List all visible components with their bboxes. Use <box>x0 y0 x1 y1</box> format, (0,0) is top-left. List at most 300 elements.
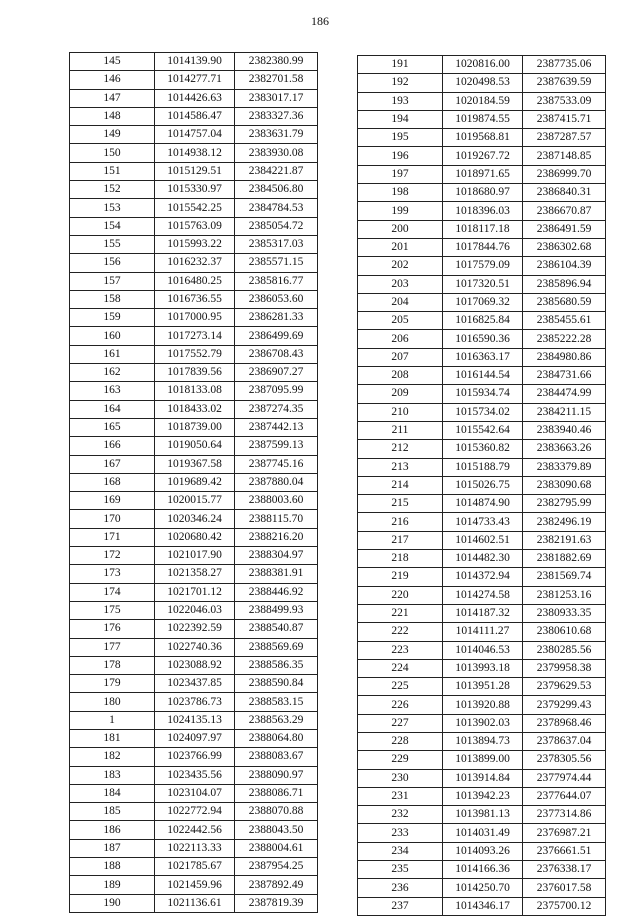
point-number-cell: 221 <box>358 604 443 622</box>
table-row <box>70 437 318 455</box>
point-number-cell: 210 <box>358 403 443 421</box>
y-coordinate-cell: 2386840.31 <box>523 184 606 202</box>
point-number-cell: 172 <box>70 547 155 565</box>
table-row <box>70 290 318 308</box>
y-coordinate-cell: 2387745.16 <box>235 455 318 473</box>
y-coordinate-cell: 2388586.35 <box>235 656 318 674</box>
x-coordinate-cell: 1020498.53 <box>443 74 523 92</box>
y-coordinate-cell: 2387599.13 <box>235 437 318 455</box>
point-number-cell: 211 <box>358 421 443 439</box>
x-coordinate-cell: 1014277.71 <box>155 71 235 89</box>
y-coordinate-cell: 2380285.56 <box>523 641 606 659</box>
y-coordinate-cell: 2383663.26 <box>523 440 606 458</box>
x-coordinate-cell: 1014187.32 <box>443 604 523 622</box>
y-coordinate-cell: 2384474.99 <box>523 385 606 403</box>
y-coordinate-cell: 2386907.27 <box>235 364 318 382</box>
y-coordinate-cell: 2387892.49 <box>235 876 318 894</box>
point-number-cell: 216 <box>358 513 443 531</box>
x-coordinate-cell: 1023088.92 <box>155 656 235 674</box>
y-coordinate-cell: 2388381.91 <box>235 565 318 583</box>
table-row <box>358 458 606 476</box>
y-coordinate-cell: 2383940.46 <box>523 421 606 439</box>
point-number-cell: 151 <box>70 162 155 180</box>
table-row <box>70 675 318 693</box>
y-coordinate-cell: 2388090.97 <box>235 766 318 784</box>
point-number-cell: 174 <box>70 583 155 601</box>
x-coordinate-cell: 1014733.43 <box>443 513 523 531</box>
y-coordinate-cell: 2378305.56 <box>523 751 606 769</box>
table-row <box>70 272 318 290</box>
x-coordinate-cell: 1015763.09 <box>155 217 235 235</box>
table-row <box>70 601 318 619</box>
x-coordinate-cell: 1019874.55 <box>443 110 523 128</box>
point-number-cell: 185 <box>70 803 155 821</box>
table-row <box>358 312 606 330</box>
table-row <box>358 769 606 787</box>
x-coordinate-cell: 1022392.59 <box>155 620 235 638</box>
x-coordinate-cell: 1015934.74 <box>443 385 523 403</box>
table-row <box>358 440 606 458</box>
table-row <box>70 510 318 528</box>
table-row <box>70 858 318 876</box>
x-coordinate-cell: 1016232.37 <box>155 254 235 272</box>
x-coordinate-cell: 1022740.36 <box>155 638 235 656</box>
y-coordinate-cell: 2382496.19 <box>523 513 606 531</box>
x-coordinate-cell: 1014938.12 <box>155 144 235 162</box>
point-number-cell: 222 <box>358 623 443 641</box>
y-coordinate-cell: 2377644.07 <box>523 787 606 805</box>
table-row <box>358 531 606 549</box>
y-coordinate-cell: 2383090.68 <box>523 476 606 494</box>
table-row <box>358 421 606 439</box>
table-row <box>358 238 606 256</box>
x-coordinate-cell: 1015993.22 <box>155 235 235 253</box>
x-coordinate-cell: 1019367.58 <box>155 455 235 473</box>
y-coordinate-cell: 2388304.97 <box>235 547 318 565</box>
x-coordinate-cell: 1013942.23 <box>443 787 523 805</box>
table-row <box>70 199 318 217</box>
table-row <box>70 53 318 71</box>
y-coordinate-cell: 2387148.85 <box>523 147 606 165</box>
y-coordinate-cell: 2388590.84 <box>235 675 318 693</box>
point-number-cell: 218 <box>358 550 443 568</box>
x-coordinate-cell: 1023766.99 <box>155 748 235 766</box>
point-number-cell: 170 <box>70 510 155 528</box>
table-row <box>358 861 606 879</box>
x-coordinate-cell: 1015026.75 <box>443 476 523 494</box>
point-number-cell: 155 <box>70 235 155 253</box>
table-row <box>358 220 606 238</box>
table-row <box>358 202 606 220</box>
point-number-cell: 192 <box>358 74 443 92</box>
table-row <box>70 583 318 601</box>
point-number-cell: 227 <box>358 714 443 732</box>
table-row <box>70 729 318 747</box>
y-coordinate-cell: 2385054.72 <box>235 217 318 235</box>
point-number-cell: 149 <box>70 126 155 144</box>
table-row <box>70 455 318 473</box>
x-coordinate-cell: 1020680.42 <box>155 528 235 546</box>
x-coordinate-cell: 1016480.25 <box>155 272 235 290</box>
point-number-cell: 204 <box>358 293 443 311</box>
x-coordinate-cell: 1016736.55 <box>155 290 235 308</box>
y-coordinate-cell: 2382380.99 <box>235 53 318 71</box>
x-coordinate-cell: 1023104.07 <box>155 784 235 802</box>
y-coordinate-cell: 2383631.79 <box>235 126 318 144</box>
x-coordinate-cell: 1019267.72 <box>443 147 523 165</box>
point-number-cell: 178 <box>70 656 155 674</box>
point-number-cell: 190 <box>70 894 155 912</box>
table-row <box>358 110 606 128</box>
y-coordinate-cell: 2383327.36 <box>235 107 318 125</box>
x-coordinate-cell: 1014346.17 <box>443 897 523 915</box>
point-number-cell: 160 <box>70 327 155 345</box>
y-coordinate-cell: 2386999.70 <box>523 165 606 183</box>
y-coordinate-cell: 2388216.20 <box>235 528 318 546</box>
table-row <box>70 126 318 144</box>
table-row <box>70 748 318 766</box>
x-coordinate-cell: 1013920.88 <box>443 696 523 714</box>
point-number-cell: 199 <box>358 202 443 220</box>
x-coordinate-cell: 1015542.25 <box>155 199 235 217</box>
y-coordinate-cell: 2382191.63 <box>523 531 606 549</box>
table-row <box>358 550 606 568</box>
point-number-cell: 176 <box>70 620 155 638</box>
table-row <box>358 732 606 750</box>
x-coordinate-cell: 1018680.97 <box>443 184 523 202</box>
y-coordinate-cell: 2380610.68 <box>523 623 606 641</box>
y-coordinate-cell: 2388083.67 <box>235 748 318 766</box>
y-coordinate-cell: 2387095.99 <box>235 382 318 400</box>
y-coordinate-cell: 2388499.93 <box>235 601 318 619</box>
table-row <box>70 345 318 363</box>
y-coordinate-cell: 2376017.58 <box>523 879 606 897</box>
point-number-cell: 206 <box>358 330 443 348</box>
point-number-cell: 168 <box>70 473 155 491</box>
y-coordinate-cell: 2386302.68 <box>523 238 606 256</box>
y-coordinate-cell: 2386670.87 <box>523 202 606 220</box>
x-coordinate-cell: 1014111.27 <box>443 623 523 641</box>
point-number-cell: 179 <box>70 675 155 693</box>
table-row <box>358 714 606 732</box>
table-row <box>358 129 606 147</box>
point-number-cell: 230 <box>358 769 443 787</box>
x-coordinate-cell: 1013914.84 <box>443 769 523 787</box>
table-row <box>70 364 318 382</box>
table-row <box>70 473 318 491</box>
table-row <box>358 659 606 677</box>
x-coordinate-cell: 1021785.67 <box>155 858 235 876</box>
x-coordinate-cell: 1021358.27 <box>155 565 235 583</box>
point-number-cell: 196 <box>358 147 443 165</box>
point-number-cell: 193 <box>358 92 443 110</box>
x-coordinate-cell: 1017844.76 <box>443 238 523 256</box>
point-number-cell: 187 <box>70 839 155 857</box>
table-row <box>70 784 318 802</box>
y-coordinate-cell: 2388540.87 <box>235 620 318 638</box>
x-coordinate-cell: 1014602.51 <box>443 531 523 549</box>
point-number-cell: 180 <box>70 693 155 711</box>
point-number-cell: 231 <box>358 787 443 805</box>
table-row <box>70 107 318 125</box>
point-number-cell: 225 <box>358 678 443 696</box>
point-number-cell: 195 <box>358 129 443 147</box>
y-coordinate-cell: 2384784.53 <box>235 199 318 217</box>
point-number-cell: 214 <box>358 476 443 494</box>
x-coordinate-cell: 1018971.65 <box>443 165 523 183</box>
x-coordinate-cell: 1019050.64 <box>155 437 235 455</box>
table-row <box>358 604 606 622</box>
table-row <box>70 254 318 272</box>
y-coordinate-cell: 2381253.16 <box>523 586 606 604</box>
point-number-cell: 229 <box>358 751 443 769</box>
x-coordinate-cell: 1014274.58 <box>443 586 523 604</box>
x-coordinate-cell: 1020015.77 <box>155 492 235 510</box>
table-row <box>70 382 318 400</box>
x-coordinate-cell: 1017069.32 <box>443 293 523 311</box>
x-coordinate-cell: 1021459.96 <box>155 876 235 894</box>
point-number-cell: 233 <box>358 824 443 842</box>
point-number-cell: 188 <box>70 858 155 876</box>
y-coordinate-cell: 2386491.59 <box>523 220 606 238</box>
y-coordinate-cell: 2386053.60 <box>235 290 318 308</box>
point-number-cell: 236 <box>358 879 443 897</box>
table-row <box>70 418 318 436</box>
x-coordinate-cell: 1013899.00 <box>443 751 523 769</box>
x-coordinate-cell: 1018433.02 <box>155 400 235 418</box>
y-coordinate-cell: 2387415.71 <box>523 110 606 128</box>
table-row <box>70 803 318 821</box>
x-coordinate-cell: 1018117.18 <box>443 220 523 238</box>
x-coordinate-cell: 1022113.33 <box>155 839 235 857</box>
y-coordinate-cell: 2379629.53 <box>523 678 606 696</box>
y-coordinate-cell: 2385571.15 <box>235 254 318 272</box>
x-coordinate-cell: 1013993.18 <box>443 659 523 677</box>
point-number-cell: 177 <box>70 638 155 656</box>
table-row <box>358 403 606 421</box>
point-number-cell: 181 <box>70 729 155 747</box>
table-row <box>358 586 606 604</box>
table-row <box>358 293 606 311</box>
y-coordinate-cell: 2381569.74 <box>523 568 606 586</box>
point-number-cell: 215 <box>358 495 443 513</box>
y-coordinate-cell: 2376987.21 <box>523 824 606 842</box>
y-coordinate-cell: 2386708.43 <box>235 345 318 363</box>
table-row <box>70 620 318 638</box>
point-number-cell: 154 <box>70 217 155 235</box>
table-row <box>358 330 606 348</box>
x-coordinate-cell: 1016825.84 <box>443 312 523 330</box>
point-number-cell: 226 <box>358 696 443 714</box>
y-coordinate-cell: 2378637.04 <box>523 732 606 750</box>
x-coordinate-cell: 1014166.36 <box>443 861 523 879</box>
point-number-cell: 166 <box>70 437 155 455</box>
y-coordinate-cell: 2376661.51 <box>523 842 606 860</box>
table-row <box>358 476 606 494</box>
table-row <box>70 327 318 345</box>
point-number-cell: 237 <box>358 897 443 915</box>
y-coordinate-cell: 2384221.87 <box>235 162 318 180</box>
x-coordinate-cell: 1014139.90 <box>155 53 235 71</box>
point-number-cell: 235 <box>358 861 443 879</box>
y-coordinate-cell: 2388569.69 <box>235 638 318 656</box>
point-number-cell: 205 <box>358 312 443 330</box>
x-coordinate-cell: 1017552.79 <box>155 345 235 363</box>
point-number-cell: 183 <box>70 766 155 784</box>
y-coordinate-cell: 2383017.17 <box>235 89 318 107</box>
point-number-cell: 171 <box>70 528 155 546</box>
y-coordinate-cell: 2386499.69 <box>235 327 318 345</box>
table-row <box>358 568 606 586</box>
table-row <box>358 678 606 696</box>
x-coordinate-cell: 1023786.73 <box>155 693 235 711</box>
table-row <box>70 638 318 656</box>
x-coordinate-cell: 1017000.95 <box>155 309 235 327</box>
point-number-cell: 173 <box>70 565 155 583</box>
point-number-cell: 186 <box>70 821 155 839</box>
table-row <box>70 766 318 784</box>
x-coordinate-cell: 1016590.36 <box>443 330 523 348</box>
x-coordinate-cell: 1014586.47 <box>155 107 235 125</box>
x-coordinate-cell: 1018133.08 <box>155 382 235 400</box>
x-coordinate-cell: 1020184.59 <box>443 92 523 110</box>
point-number-cell: 200 <box>358 220 443 238</box>
x-coordinate-cell: 1017839.56 <box>155 364 235 382</box>
y-coordinate-cell: 2387880.04 <box>235 473 318 491</box>
point-number-cell: 175 <box>70 601 155 619</box>
point-number-cell: 158 <box>70 290 155 308</box>
x-coordinate-cell: 1016144.54 <box>443 367 523 385</box>
x-coordinate-cell: 1015360.82 <box>443 440 523 458</box>
y-coordinate-cell: 2376338.17 <box>523 861 606 879</box>
x-coordinate-cell: 1014757.04 <box>155 126 235 144</box>
point-number-cell: 208 <box>358 367 443 385</box>
table-row <box>358 184 606 202</box>
y-coordinate-cell: 2385896.94 <box>523 275 606 293</box>
table-row <box>358 92 606 110</box>
table-row <box>358 147 606 165</box>
x-coordinate-cell: 1014426.63 <box>155 89 235 107</box>
x-coordinate-cell: 1013894.73 <box>443 732 523 750</box>
x-coordinate-cell: 1022442.56 <box>155 821 235 839</box>
y-coordinate-cell: 2387274.35 <box>235 400 318 418</box>
point-number-cell: 163 <box>70 382 155 400</box>
table-row <box>358 165 606 183</box>
x-coordinate-cell: 1019568.81 <box>443 129 523 147</box>
x-coordinate-cell: 1015542.64 <box>443 421 523 439</box>
y-coordinate-cell: 2385680.59 <box>523 293 606 311</box>
x-coordinate-cell: 1013951.28 <box>443 678 523 696</box>
x-coordinate-cell: 1015330.97 <box>155 181 235 199</box>
table-row <box>70 492 318 510</box>
table-row <box>70 656 318 674</box>
point-number-cell: 1 <box>70 711 155 729</box>
x-coordinate-cell: 1017320.51 <box>443 275 523 293</box>
y-coordinate-cell: 2388043.50 <box>235 821 318 839</box>
y-coordinate-cell: 2384506.80 <box>235 181 318 199</box>
table-row <box>358 787 606 805</box>
point-number-cell: 145 <box>70 53 155 71</box>
y-coordinate-cell: 2377314.86 <box>523 806 606 824</box>
table-row <box>70 894 318 912</box>
point-number-cell: 220 <box>358 586 443 604</box>
table-row <box>70 162 318 180</box>
table-row <box>358 696 606 714</box>
point-number-cell: 232 <box>358 806 443 824</box>
x-coordinate-cell: 1024097.97 <box>155 729 235 747</box>
x-coordinate-cell: 1018739.00 <box>155 418 235 436</box>
table-row <box>70 711 318 729</box>
table-row <box>358 513 606 531</box>
y-coordinate-cell: 2387819.39 <box>235 894 318 912</box>
y-coordinate-cell: 2387954.25 <box>235 858 318 876</box>
point-number-cell: 224 <box>358 659 443 677</box>
y-coordinate-cell: 2386281.33 <box>235 309 318 327</box>
table-row <box>358 275 606 293</box>
table-row <box>70 876 318 894</box>
table-row <box>358 495 606 513</box>
table-row <box>70 89 318 107</box>
table-body-left <box>70 53 318 913</box>
y-coordinate-cell: 2383930.08 <box>235 144 318 162</box>
table-row <box>358 751 606 769</box>
x-coordinate-cell: 1014482.30 <box>443 550 523 568</box>
point-number-cell: 223 <box>358 641 443 659</box>
x-coordinate-cell: 1015129.51 <box>155 162 235 180</box>
y-coordinate-cell: 2388004.61 <box>235 839 318 857</box>
point-number-cell: 157 <box>70 272 155 290</box>
point-number-cell: 146 <box>70 71 155 89</box>
x-coordinate-cell: 1020346.24 <box>155 510 235 528</box>
table-row <box>358 257 606 275</box>
table-row <box>358 74 606 92</box>
page-number: 186 <box>311 14 329 28</box>
y-coordinate-cell: 2386104.39 <box>523 257 606 275</box>
x-coordinate-cell: 1017273.14 <box>155 327 235 345</box>
y-coordinate-cell: 2384980.86 <box>523 348 606 366</box>
point-number-cell: 189 <box>70 876 155 894</box>
y-coordinate-cell: 2388064.80 <box>235 729 318 747</box>
coordinates-table-left <box>69 52 318 913</box>
y-coordinate-cell: 2387639.59 <box>523 74 606 92</box>
point-number-cell: 167 <box>70 455 155 473</box>
x-coordinate-cell: 1014031.49 <box>443 824 523 842</box>
point-number-cell: 152 <box>70 181 155 199</box>
point-number-cell: 156 <box>70 254 155 272</box>
y-coordinate-cell: 2387533.09 <box>523 92 606 110</box>
table-row <box>358 824 606 842</box>
coordinates-table-right <box>357 55 606 916</box>
point-number-cell: 212 <box>358 440 443 458</box>
point-number-cell: 148 <box>70 107 155 125</box>
point-number-cell: 209 <box>358 385 443 403</box>
x-coordinate-cell: 1020816.00 <box>443 56 523 74</box>
table-row <box>70 309 318 327</box>
x-coordinate-cell: 1022046.03 <box>155 601 235 619</box>
x-coordinate-cell: 1022772.94 <box>155 803 235 821</box>
y-coordinate-cell: 2377974.44 <box>523 769 606 787</box>
x-coordinate-cell: 1021136.61 <box>155 894 235 912</box>
table-body-right <box>358 56 606 916</box>
table-row <box>358 385 606 403</box>
x-coordinate-cell: 1014874.90 <box>443 495 523 513</box>
point-number-cell: 219 <box>358 568 443 586</box>
table-row <box>70 217 318 235</box>
table-row <box>70 400 318 418</box>
y-coordinate-cell: 2387735.06 <box>523 56 606 74</box>
table-row <box>70 693 318 711</box>
table-row <box>70 181 318 199</box>
